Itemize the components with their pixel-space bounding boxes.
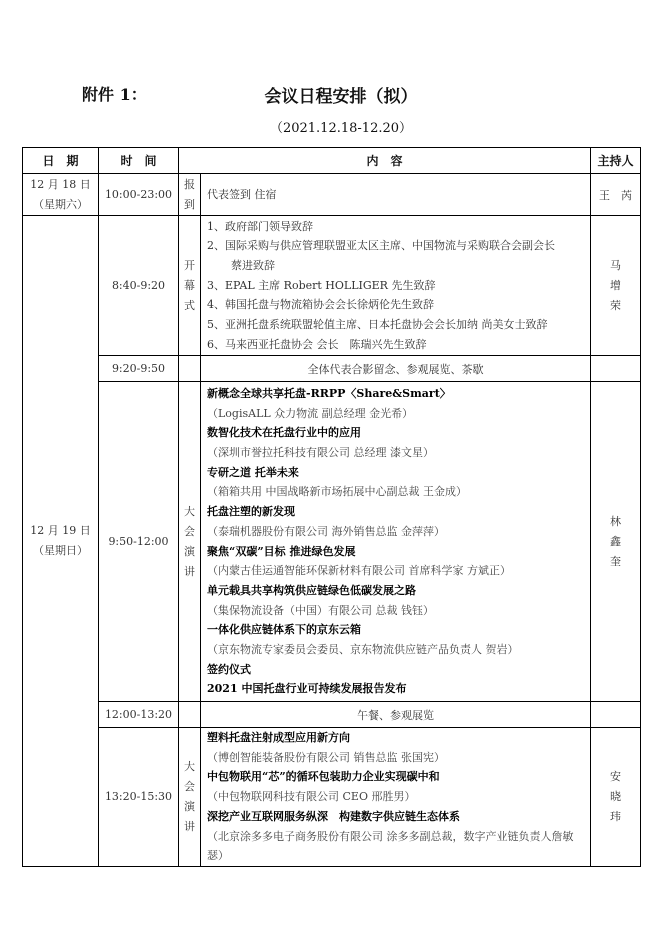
host-cell: 马增荣 — [591, 216, 641, 356]
talk-speaker: （深圳市誉拉托科技有限公司 总经理 漆文星） — [207, 445, 434, 459]
type-cell: 大会演讲 — [179, 728, 201, 867]
table-row — [23, 216, 641, 356]
talk-title: 中包物联用“芯”的循环包装助力企业实现碳中和 — [207, 770, 440, 784]
list-item: 5、亚洲托盘系统联盟轮值主席、日本托盘协会会长加纳 尚美女士致辞 — [207, 318, 548, 332]
list-item: 3、EPAL 主席 Robert HOLLIGER 先生致辞 — [207, 278, 436, 292]
document-title: 会议日程安排（拟） — [264, 87, 418, 107]
talk-title: 托盘注塑的新发现 — [207, 505, 295, 519]
content-cell: 全体代表合影留念、参观展览、茶歇 — [201, 356, 591, 382]
table-row — [23, 728, 641, 867]
type-cell — [179, 356, 201, 382]
date-text: 12 月 18 日 — [30, 177, 91, 191]
table-row — [23, 702, 641, 728]
host-cell — [591, 702, 641, 728]
list-item: 2、国际采购与供应管理联盟亚太区主席、中国物流与采购联合会副会长 — [207, 239, 555, 253]
list-item: 蔡进致辞 — [231, 258, 275, 272]
content-cell — [201, 728, 591, 867]
time-cell: 10:00-23:00 — [99, 174, 179, 216]
schedule-table — [22, 147, 641, 867]
time-cell: 13:20-15:30 — [99, 728, 179, 867]
list-item: 1、政府部门领导致辞 — [207, 219, 313, 233]
talk-title: 聚焦“双碳”目标 推进绿色发展 — [207, 544, 356, 558]
column-header-date: 日 期 — [23, 148, 99, 174]
talk-title: 专研之道 托举未来 — [207, 465, 299, 479]
time-cell: 9:50-12:00 — [99, 382, 179, 702]
talk-title: 一体化供应链体系下的京东云箱 — [207, 623, 361, 637]
list-item: 6、马来西亚托盘协会 会长 陈瑞兴先生致辞 — [207, 337, 427, 351]
host-cell: 林鑫奎 — [591, 382, 641, 702]
talk-title: 深挖产业互联网服务纵深 构建数字供应链生态体系 — [207, 809, 460, 823]
host-cell — [591, 356, 641, 382]
table-row — [23, 356, 641, 382]
content-cell — [201, 382, 591, 702]
talk-speaker: （箱箱共用 中国战略新市场拓展中心副总裁 王金成） — [207, 485, 467, 499]
table-header-row — [23, 148, 641, 174]
content-cell — [201, 216, 591, 356]
type-cell: 大会演讲 — [179, 382, 201, 702]
column-header-time: 时 间 — [99, 148, 179, 174]
weekday-text: （星期六） — [33, 197, 88, 211]
column-header-content: 内 容 — [179, 148, 591, 174]
content-cell: 午餐、参观展览 — [201, 702, 591, 728]
column-header-host: 主持人 — [591, 148, 641, 174]
host-cell: 安晓玮 — [591, 728, 641, 867]
talk-title: 新概念全球共享托盘-RRPP〈Share&Smart〉 — [207, 386, 451, 400]
talk-speaker: （北京涂多多电子商务股份有限公司 涂多多副总裁，数字产业链负责人詹敏瑟） — [207, 829, 574, 863]
talk-title: 签约仪式 — [207, 662, 251, 676]
time-cell: 9:20-9:50 — [99, 356, 179, 382]
date-cell — [23, 216, 99, 867]
talk-speaker: （集保物流设备（中国）有限公司 总裁 钱钰） — [207, 603, 434, 617]
attachment-label: 附件 1： — [82, 85, 147, 104]
time-cell: 8:40-9:20 — [99, 216, 179, 356]
type-cell: 报到 — [179, 174, 201, 216]
talk-title: 2021 中国托盘行业可持续发展报告发布 — [207, 682, 407, 696]
type-cell: 开幕式 — [179, 216, 201, 356]
table-row — [23, 382, 641, 702]
talk-speaker: （内蒙古佳运通智能环保新材料有限公司 首席科学家 方斌正） — [207, 564, 511, 578]
talk-title: 塑料托盘注射成型应用新方向 — [207, 731, 350, 744]
talk-speaker: （京东物流专家委员会委员、京东物流供应链产品负责人 贺岩） — [207, 643, 519, 657]
talk-speaker: （中包物联网科技有限公司 CEO 邢胜男） — [207, 790, 416, 804]
content-cell: 代表签到 住宿 — [201, 174, 591, 216]
weekday-text: （星期日） — [33, 543, 88, 557]
host-cell: 王 芮 — [591, 174, 641, 216]
talk-speaker: （LogisALL 众力物流 副总经理 金光希） — [207, 406, 414, 420]
talk-speaker: （博创智能装备股份有限公司 销售总监 张国宪） — [207, 750, 445, 764]
time-cell: 12:00-13:20 — [99, 702, 179, 728]
type-cell — [179, 702, 201, 728]
date-cell — [23, 174, 99, 216]
table-row — [23, 174, 641, 216]
talk-title: 单元载具共享构筑供应链绿色低碳发展之路 — [207, 583, 416, 597]
list-item: 4、韩国托盘与物流箱协会会长徐炳伦先生致辞 — [207, 298, 434, 312]
talk-title: 数智化技术在托盘行业中的应用 — [207, 426, 361, 440]
talk-speaker: （泰瑞机器股份有限公司 海外销售总监 金萍萍） — [207, 524, 445, 538]
date-text: 12 月 19 日 — [30, 523, 91, 537]
date-range: （2021.12.18-12.20） — [269, 121, 413, 136]
